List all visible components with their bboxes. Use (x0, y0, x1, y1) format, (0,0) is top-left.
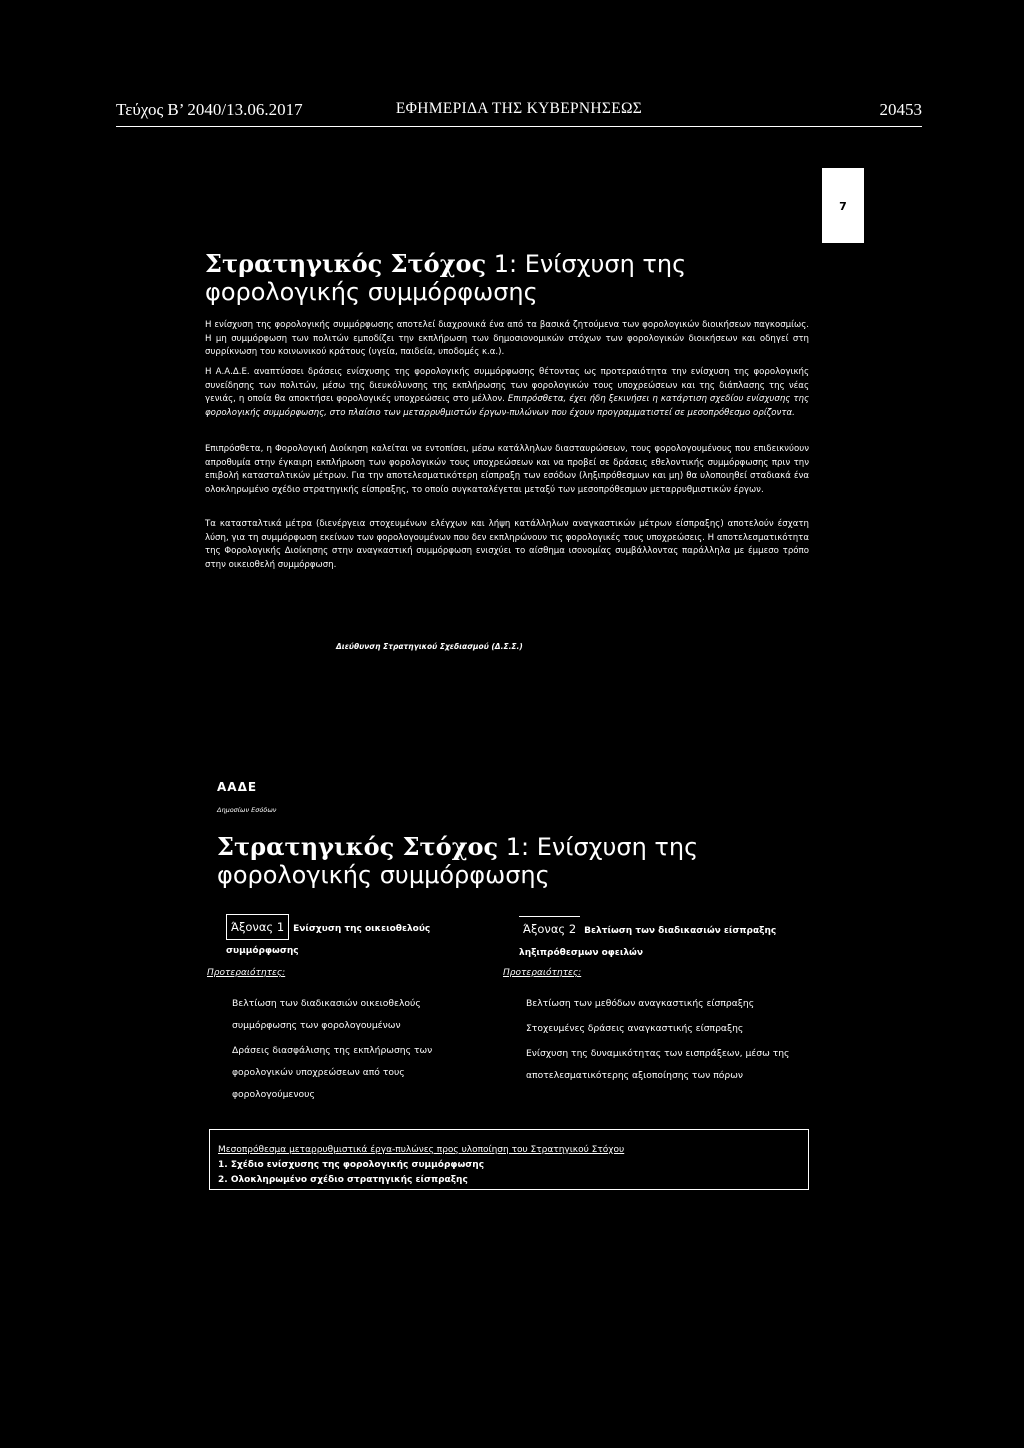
axis-2-badge: Άξονας 2 (519, 916, 580, 941)
axis-1-priorities (232, 993, 472, 1109)
section-title-bold: Στρατηγικός Στόχος (205, 249, 487, 278)
list-item: Δράσεις διασφάλισης της εκπλήρωσης των φορολογικών υποχρεώσεων από τους φορολογούμενους (232, 1045, 433, 1100)
department-label: Διεύθυνση Στρατηγικού Σχεδιασμού (Δ.Σ.Σ.) (336, 642, 523, 651)
aade-subtitle: Δημοσίων Εσόδων (217, 806, 277, 814)
section-title-rest: 1: Ενίσχυση της φορολογικής συμμόρφωσης (205, 250, 687, 306)
axis-1-label: Ενίσχυση της οικειοθελούς συμμόρφωσης (226, 924, 431, 956)
paragraph-4: Τα κατασταλτικά μέτρα (διενέργεια στοχευμένων ελέγχων και λήψη κατάλληλων αναγκαστικών μέτρων είσπραξης) αποτελούν έσχατη λύση, για τη συμμόρφωση εκείνων των φορολογουμένων που δεν εκπληρώνουν τις φορολογικές τους υποχρεώσεις. Η αποτελεσματικότητα της Φορολογικής Διοίκησης στην αναγκαστική συμμόρφωση ενισχύει το αίσθημα ισονομίας συμβάλλοντας παράλληλα με έμμεσο τρόπο στην οικειοθελή συμμόρφωση. (205, 519, 809, 570)
section-title (205, 250, 845, 306)
paragraph-1: Η ενίσχυση της φορολογικής συμμόρφωσης αποτελεί διαχρονικά ένα από τα βασικά ζητούμενα των φορολογικών διοικήσεων παγκοσμίως. Η μη συμμόρφωση των πολιτών εμποδίζει την εκπλήρωση των δημοσιονομικών στόχων των φορολογικών διοικήσεων και οδηγεί στη συρρίκνωση του κοινωνικού κράτους (υγεία, παιδεία, υποδομές κ.α.). (205, 320, 809, 357)
diagram-title-bold: Στρατηγικός Στόχος (217, 832, 499, 861)
list-item: Βελτίωση των μεθόδων αναγκαστικής είσπραξης (526, 998, 755, 1009)
paragraph-2-text: Η Α.Α.Δ.Ε. αναπτύσσει δράσεις ενίσχυσης της φορολογικής συμμόρφωσης θέτοντας ως προτεραιότητα την ενίσχυση της φορολογικής συνείδησης των πολιτών, μέσω της διευκόλυνσης της εκπλήρωσης των φορολογικών τους υποχρεώσεων και της διάπλασης της νέας γενιάς, η οποία θα αποκτήσει φορολογικές υποχρεώσεις στο μέλλον. (205, 367, 809, 404)
list-item: 2. Ολοκληρωμένο σχέδιο στρατηγικής είσπραξης (218, 1175, 468, 1185)
axis-1 (226, 914, 486, 962)
list-item: 1. Σχέδιο ενίσχυσης της φορολογικής συμμόρφωσης (218, 1160, 485, 1170)
gazette-title: ΕΦΗΜΕΡΙΔΑ ΤΗΣ ΚΥΒΕΡΝΗΣΕΩΣ (395, 100, 643, 117)
projects-box (209, 1129, 809, 1190)
page-header (116, 100, 922, 124)
axis-1-priorities-label: Προτεραιότητες: (207, 968, 286, 978)
page-tab: 7 (822, 168, 864, 243)
header-divider (116, 126, 922, 127)
axis-2-priorities (526, 993, 796, 1090)
axis-1-badge: Άξονας 1 (226, 914, 289, 940)
axis-2-label: Βελτίωση των διαδικασιών είσπραξης ληξιπρόθεσμων οφειλών (519, 926, 777, 958)
diagram-title-rest: 1: Ενίσχυση της φορολογικής συμμόρφωσης (217, 833, 699, 889)
axis-2-priorities-label: Προτεραιότητες: (503, 968, 582, 978)
paragraph-2 (205, 366, 809, 420)
list-item: Βελτίωση των διαδικασιών οικειοθελούς συμμόρφωσης των φορολογουμένων (232, 998, 421, 1031)
issue-info: Τεύχος Β’ 2040/13.06.2017 (116, 100, 303, 119)
page-number: 20453 (879, 100, 922, 119)
paragraph-2-italic: Επιπρόσθετα, έχει ήδη ξεκινήσει η κατάρτιση σχεδίου ενίσχυσης της φορολογικής συμμόρφωσης, στο πλαίσιο των μεταρρυθμιστών έργων-πυλώνων που έχουν προγραμματιστεί σε μεσοπρόθεσμο ορίζοντα. (205, 394, 810, 418)
diagram-title (217, 833, 857, 889)
paragraph-3: Επιπρόσθετα, η Φορολογική Διοίκηση καλείται να εντοπίσει, μέσω κατάλληλων διασταυρώσεων, τους φορολογουμένους που επιδεικνύουν απροθυμία στην έγκαιρη εκπλήρωση των φορολογικών τους υποχρεώσεων και να προβεί σε δράσεις εθελοντικής συμμόρφωσης πριν την επιβολή κατασταλτικών μέτρων. Για την αποτελεσματικότερη είσπραξη των εσόδων (ληξιπρόθεσμων και μη) θα υλοποιηθεί σταδιακά ένα ολοκληρωμένο σχέδιο στρατηγικής είσπραξης, το οποίο συγκαταλέγεται μεταξύ των μεσοπρόθεσμων μεταρρυθμιστικών έργων. (205, 444, 809, 495)
list-item: Ενίσχυση της δυναμικότητας των εισπράξεων, μέσω της αποτελεσματικότερης αξιοποίησης των πόρων (526, 1048, 790, 1081)
list-item: Στοχευμένες δράσεις αναγκαστικής είσπραξης (526, 1023, 744, 1034)
projects-box-title: Μεσοπρόθεσμα μεταρρυθμιστικά έργα-πυλώνες προς υλοποίηση του Στρατηγικού Στόχου (218, 1145, 625, 1155)
aade-logo-text: ΑΑΔΕ (217, 780, 258, 794)
axis-2 (519, 916, 789, 964)
